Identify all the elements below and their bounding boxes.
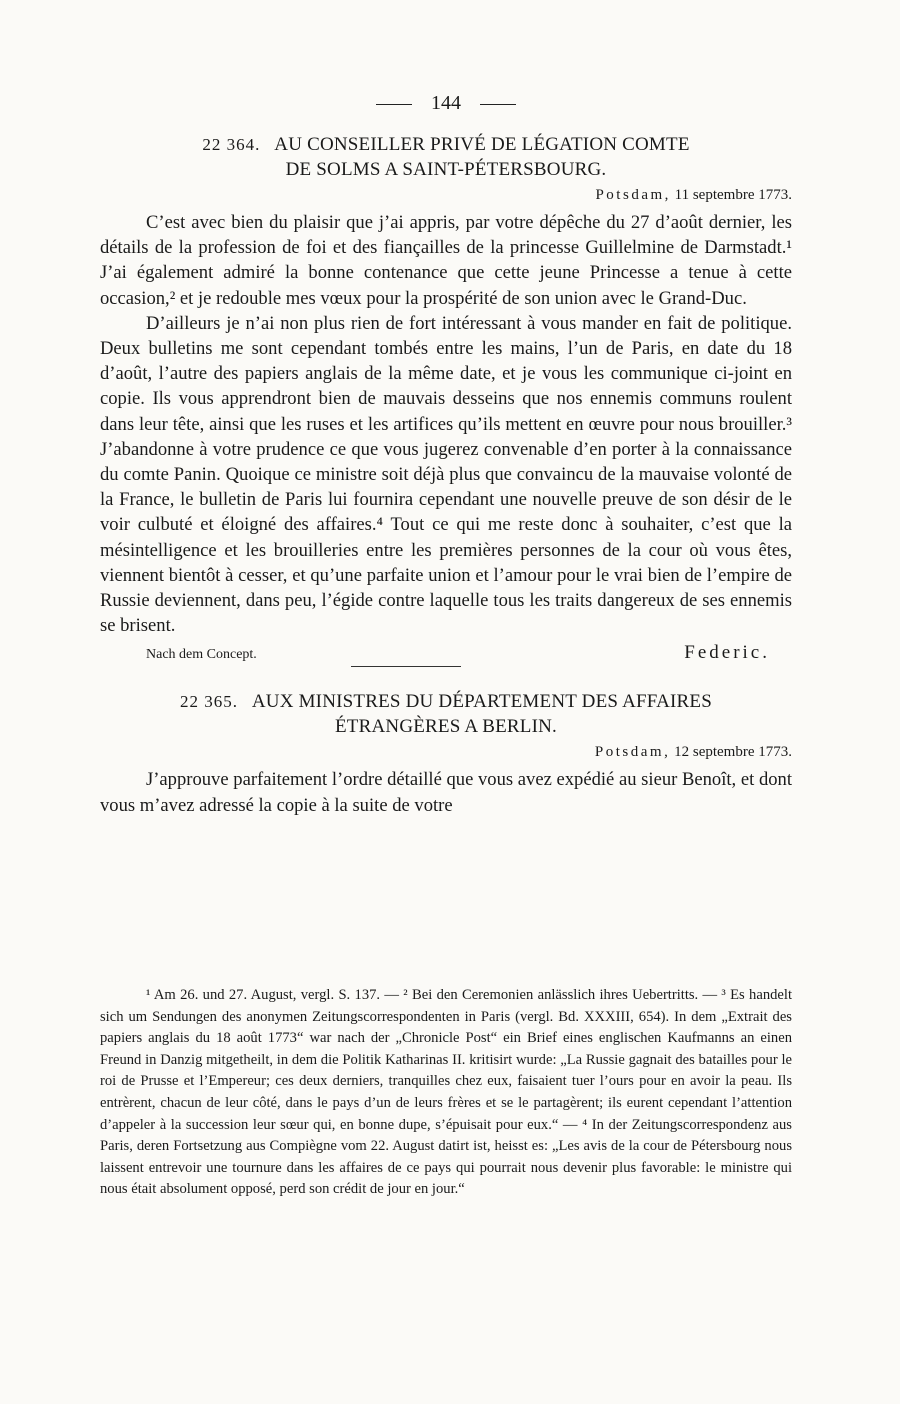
heading-line-1: AU CONSEILLER PRIVÉ DE LÉGATION COMTE (274, 134, 690, 155)
letter-number: 22 364. (202, 135, 261, 154)
paragraph: J’approuve parfaitement l’ordre détaillé que vous avez expédié au sieur Benoît, et dont vous m’avez adressé la copie à la suite de votre (100, 769, 792, 816)
letter-heading-22365 (100, 689, 792, 739)
dateline-22365 (100, 741, 792, 763)
heading-line-1: AUX MINISTRES DU DÉPARTEMENT DES AFFAIRES (251, 691, 713, 713)
dateline-date: 11 septembre 1773. (674, 187, 792, 203)
page-number: 144 (431, 92, 461, 114)
source-note: Nach dem Concept. (146, 647, 257, 663)
footnote-text: ¹ Am 26. und 27. August, vergl. S. 137. — ² Bei den Ceremonien anlässlich ihres Uebertritts. — ³ Es handelt sich um Sendungen des anonymen Zeitungscorrespondenten in Paris (vergl. Bd. XXXIII, 654). In dem „Extrait des papiers anglais du 18 août 1773“ war nach der „Chronicle Post“ ein Brief eines englischen Kaufmanns an einen Freund in Danzig mitgetheilt, in dem die Politik Katharinas II. kritisirt wurde: „La Russie gagnait des batailles pour le roi de Prusse et l’Empereur; ces deux derniers, tranquilles chez eux, faisaient tuer l’ours pour en avoir la peau. Ils entrèrent, chacun de leur côté, dans le pays d’un de leurs frères et se le partagèrent; ils eurent cependant l’attention d’appeler à la succession leur sœur qui, en bonne dupe, s’épuisait pour eux.“ — ⁴ In der Zeitungscorrespondenz aus Paris, deren Fortsetzung aus Compiègne vom 22. August datirt ist, heisst es: „Les avis de la cour de Pétersbourg nous laissent entrevoir une tournure dans les affaires de ce pays qui pourrait nous devenir plus favorable: le ministre qui nous était absolument opposé, perd son crédit de jour en jour.“ (100, 987, 792, 1198)
section-separator (351, 666, 461, 667)
document-page (100, 88, 792, 818)
footnotes (100, 985, 792, 1201)
letter-body-22365 (100, 767, 792, 817)
paragraph: C’est avec bien du plaisir que j’ai appris, par votre dépêche du 27 d’août dernier, les détails de la profession de foi et des fiançailles de la princesse Guillelmine de Darmstadt.¹ J’ai également admiré la bonne contenance que cette jeune Princesse a tenue à cette occasion,² et je redouble mes vœux pour la prospérité de son union avec le Grand-Duc. (100, 212, 792, 309)
heading-line-2: ÉTRANGÈRES A BERLIN. (335, 716, 557, 738)
dateline-22364 (100, 184, 792, 206)
dateline-date: 12 septembre 1773. (674, 744, 792, 761)
letter-number: 22 365. (179, 692, 238, 712)
letter-heading-22364 (100, 132, 792, 182)
rule-right (480, 104, 516, 105)
heading-line-2: DE SOLMS A SAINT-PÉTERSBOURG. (285, 159, 607, 180)
dateline-place: Potsdam, (595, 187, 671, 203)
signature: Federic. (684, 642, 770, 664)
letter-body-22364 (100, 210, 792, 638)
rule-left (376, 104, 412, 105)
paragraph: D’ailleurs je n’ai non plus rien de fort intéressant à vous mander en fait de politique. Deux bulletins me sont cependant tombés entre les mains, l’un de Paris, en date du 18 d’août, l’autre des papiers anglais de la même date, et je vous les communique ci-joint en copie. Ils vous apprendront bien de mauvais desseins que nos ennemis communs roulent dans leur tête, ainsi que les ruses et les artifices qu’ils mettent en œuvre pour nous brouiller.³ J’abandonne à votre prudence ce que vous jugerez convenable d’en porter à la connaissance du comte Panin. Quoique ce ministre soit déjà plus que convaincu de la mauvaise volonté de la France, le bulletin de Paris lui fournira cependant une nouvelle preuve de son désir de le voir culbuté et éloigné des affaires.⁴ Tout ce qui me reste donc à souhaiter, c’est que la mésintelligence et les brouilleries entre les premières personnes de la cour où vous êtes, viennent bientôt à cesser, et qu’une parfaite union et l’amour pour le vrai bien de l’empire de Russie deviennent, dans peu, l’égide contre laquelle tous les traits dangereux de ses ennemis se brisent. (100, 312, 792, 637)
source-and-signature (100, 642, 792, 664)
running-head (100, 88, 792, 118)
dateline-place: Potsdam, (594, 744, 671, 761)
